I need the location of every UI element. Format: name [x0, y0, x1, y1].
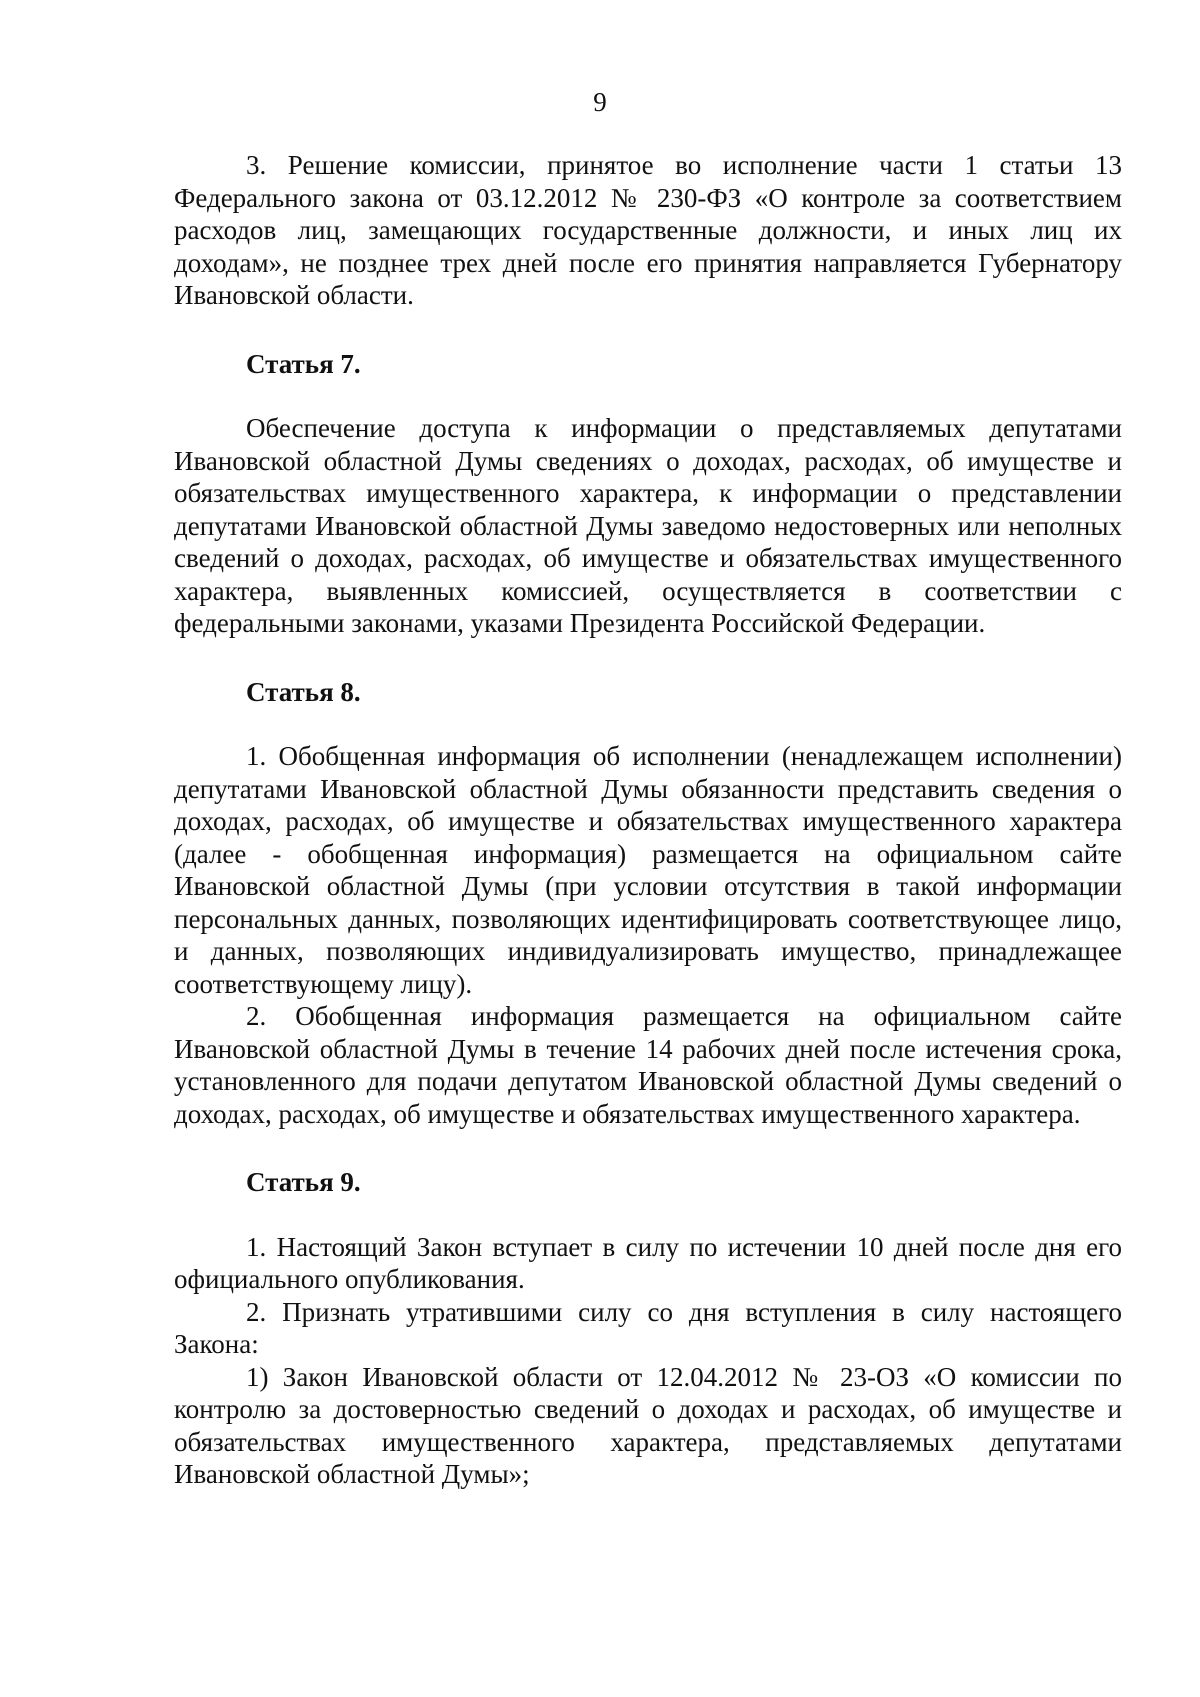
article-8-paragraph-1: 1. Обобщенная информация об исполнении (ненадлежащем исполнении) депутатами Ивановской областной Думы обязанности представить сведения о доходах, расходах, об имуществе и обязательствах имущественного характера (далее - обобщенная информация) размещается на официальном сайте Ивановской областной Думы (при условии отсутствия в такой информации персональных данных, позволяющих идентифицировать соответствующее лицо, и данных, позволяющих индивидуализировать имущество, принадлежащее соответствующему лицу). — [174, 741, 1122, 999]
document-body — [174, 149, 1122, 1491]
page-number: 9 — [593, 87, 607, 117]
article-9-heading: Статья 9. — [246, 1167, 361, 1197]
article-8-paragraph-2: 2. Обобщенная информация размещается на официальном сайте Ивановской областной Думы в течение 14 рабочих дней после истечения срока, установленного для подачи депутатом Ивановской областной Думы сведений о доходах, расходах, об имуществе и обязательствах имущественного характера. — [174, 1001, 1122, 1129]
article-9-paragraph-2: 2. Признать утратившими силу со дня вступления в силу настоящего Закона: — [174, 1296, 1122, 1359]
article-7-paragraph: Обеспечение доступа к информации о представляемых депутатами Ивановской областной Думы сведениях о доходах, расходах, об имуществе и обязательствах имущественного характера, к информации о представлении депутатами Ивановской областной Думы заведомо недостоверных или неполных сведений о доходах, расходах, об имуществе и обязательствах имущественного характера, выявленных комиссией, осуществляется в соответствии с федеральными законами, указами Президента Российской Федерации. — [174, 413, 1122, 638]
article-9-paragraph-3: 1) Закон Ивановской области от 12.04.2012 № 23-ОЗ «О комиссии по контролю за достоверностью сведений о доходах и расходах, об имуществе и обязательствах имущественного характера, представляемых депутатами Ивановской областной Думы»; — [174, 1361, 1122, 1489]
article-9-paragraph-1: 1. Настоящий Закон вступает в силу по истечении 10 дней после дня его официального опубликования. — [174, 1231, 1122, 1294]
article-8-heading: Статья 8. — [246, 676, 361, 707]
article-7-heading: Статья 7. — [246, 348, 361, 379]
paragraph-article6-part3: 3. Решение комиссии, принятое во исполнение части 1 статьи 13 Федерального закона от 03.12.2012 № 230-ФЗ «О контроле за соответствием расходов лиц, замещающих государственные должности, и иных лиц их доходам», не позднее трех дней после его принятия направляется Губернатору Ивановской области. — [174, 150, 1122, 310]
